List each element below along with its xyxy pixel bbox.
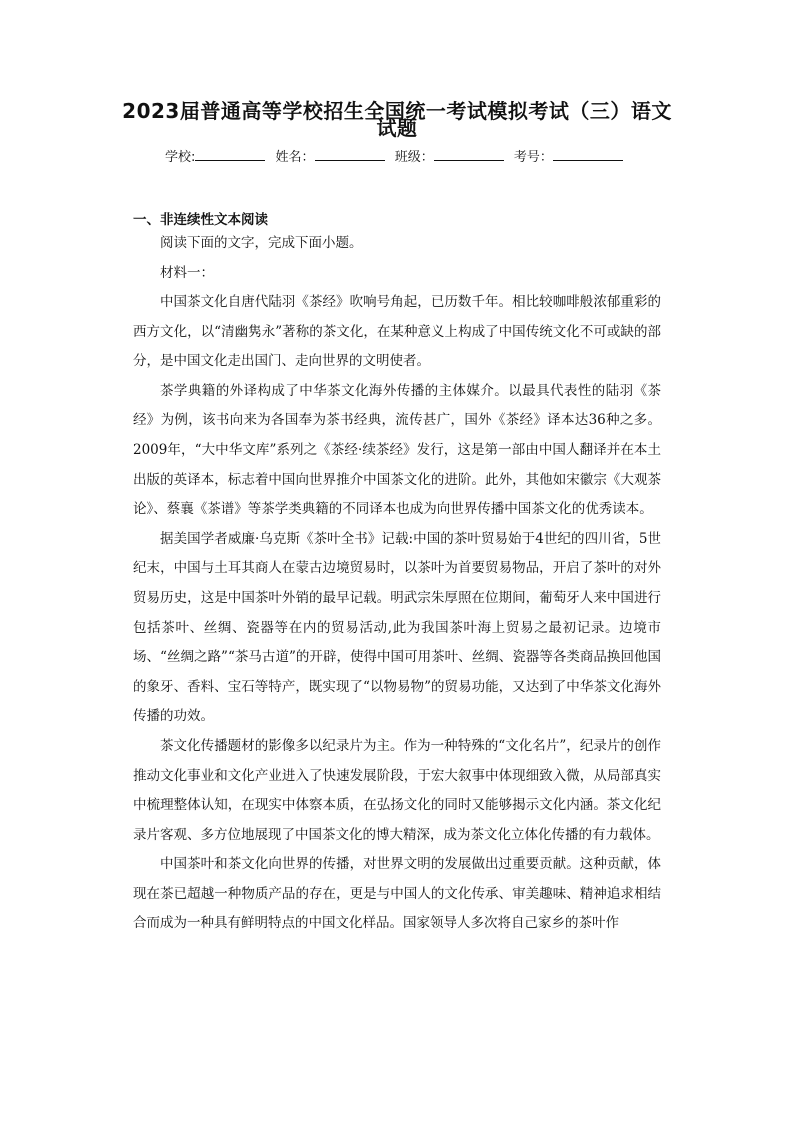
material-label-block: [133, 259, 661, 289]
exam-title-line-2: 试题: [376, 116, 418, 140]
school-field: [165, 146, 265, 165]
school-label: 学校:: [165, 150, 196, 165]
material-body: [133, 288, 661, 939]
class-field: [395, 146, 504, 165]
paragraph: 中国茶文化自唐代陆羽《茶经》吹响号角起，已历数千年。相比较咖啡般浓郁重彩的西方文化，以“清幽隽永”著称的茶文化，在某种意义上构成了中国传统文化不可或缺的部分，是中国文化走出国门、走向世界的文明使者。: [133, 294, 661, 370]
paragraph: 茶学典籍的外译构成了中华茶文化海外传播的主体媒介。以最具代表性的陆羽《茶经》为例，该书向来为各国奉为茶书经典，流传甚广，国外《茶经》译本达36种之多。2009年，“大中华文库”系列之《茶经·续茶经》发行，这是第一部由中国人翻译并在本土出版的英译本，标志着中国向世界推介中国茶文化的进阶。此外，其他如宋徽宗《大观茶论》、蔡襄《茶谱》等茶学类典籍的不同译本也成为向世界传播中国茶文化的优秀读本。: [133, 382, 661, 518]
class-label: 班级：: [394, 150, 434, 165]
paragraph: 中国茶叶和茶文化向世界的传播，对世界文明的发展做出过重要贡献。这种贡献，体现在茶已超越一种物质产品的存在，更是与中国人的文化传承、审美趣味、精神追求相结合而成为一种具有鲜明特点的中国文化样品。国家领导人多次将自己家乡的茶叶作: [133, 856, 661, 932]
instruction-block: [133, 229, 661, 259]
student-info-row: [165, 146, 635, 165]
material-label: 材料一：: [160, 265, 214, 281]
paragraph: 茶文化传播题材的影像多以纪录片为主。作为一种特殊的“文化名片”，纪录片的创作推动文化事业和文化产业进入了快速发展阶段，于宏大叙事中体现细致入微，从局部真实中梳理整体认知，在现实中体察本质，在弘扬文化的同时又能够揭示文化内涵。茶文化纪录片客观、多方位地展现了中国茶文化的博大精深，成为茶文化立体化传播的有力载体。: [133, 737, 661, 843]
class-blank[interactable]: [434, 148, 504, 161]
name-blank[interactable]: [315, 148, 385, 161]
instruction-text: 阅读下面的文字，完成下面小题。: [160, 235, 363, 251]
paragraph: 据美国学者威廉·乌克斯《茶叶全书》记载:中国的茶叶贸易始于4世纪的四川省，5世纪末，中国与土耳其商人在蒙古边境贸易时，以茶叶为首要贸易物品，开启了茶叶的对外贸易历史，这是中国茶叶外销的最早记载。明武宗朱厚照在位期间，葡萄牙人来中国进行包括茶叶、丝绸、瓷器等在内的贸易活动,此为我国茶叶海上贸易之最初记录。边境市场、“丝绸之路”“茶马古道”的开辟，使得中国可用茶叶、丝绸、瓷器等各类商品换回他国的象牙、香料、宝石等特产，既实现了“以物易物”的贸易功能，又达到了中华茶文化海外传播的功效。: [133, 530, 661, 725]
school-blank[interactable]: [195, 148, 265, 161]
section-heading: 一、非连续性文本阅读: [133, 212, 268, 228]
exam-title-line-1: 2023届普通高等学校招生全国统一考试模拟考试（三）语文: [122, 99, 672, 123]
exam-number-field: [514, 146, 623, 165]
exam-number-blank[interactable]: [553, 148, 623, 161]
exam-number-label: 考号：: [513, 150, 553, 165]
name-label: 姓名：: [275, 150, 315, 165]
name-field: [276, 146, 385, 165]
